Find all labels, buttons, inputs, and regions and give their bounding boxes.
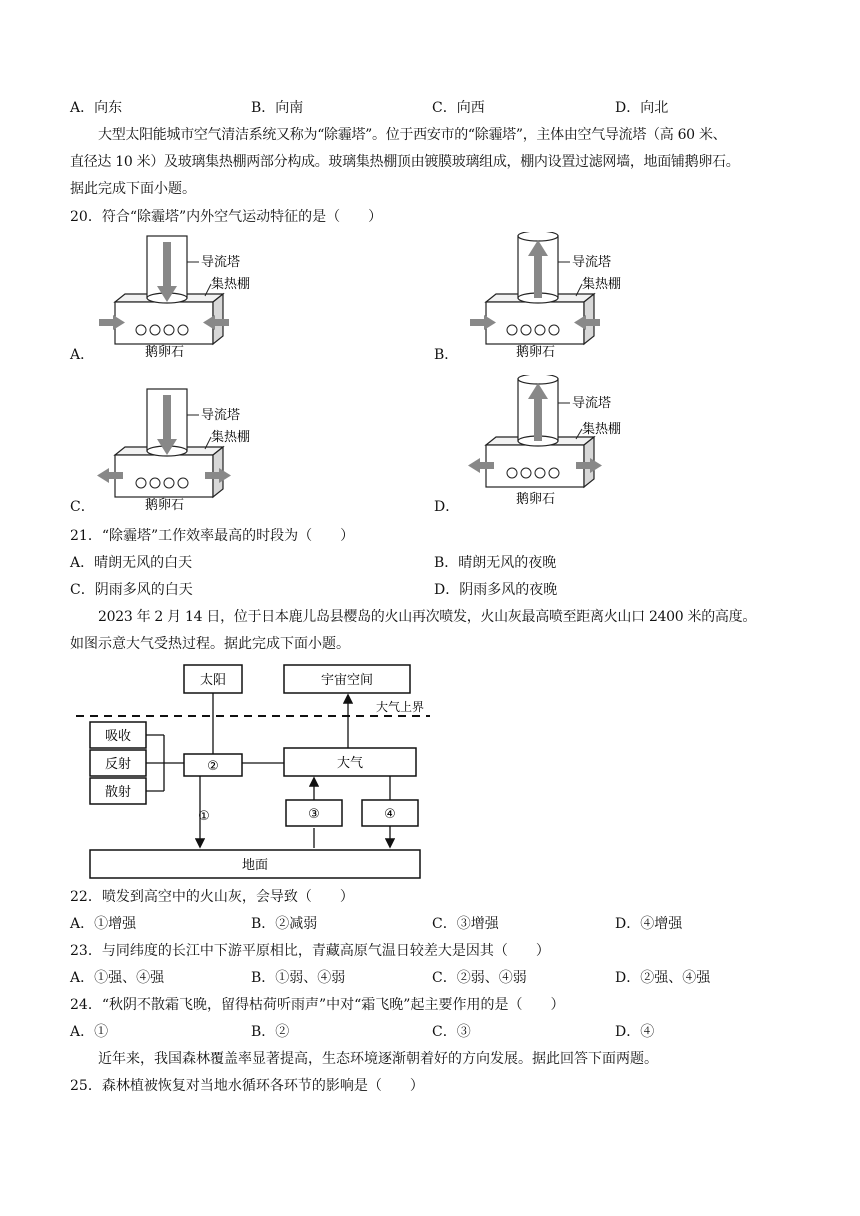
- fig-a-tower-label: 导流塔: [201, 255, 241, 270]
- q24-option-a: A．①: [70, 1024, 109, 1040]
- q19-option-d: D．向北: [615, 100, 669, 116]
- reflect-label: 反射: [104, 757, 132, 772]
- passage2-line2: 如图示意大气受热过程。据此完成下面小题。: [70, 636, 350, 652]
- q19-option-b: B．向南: [251, 100, 304, 116]
- q20-figure-d: [466, 375, 636, 510]
- q21-option-a: A．晴朗无风的白天: [70, 555, 193, 571]
- n3-label: ③: [308, 807, 320, 822]
- q20-label-b: B．: [434, 347, 459, 363]
- q23-option-c: C．②弱、④弱: [432, 970, 527, 986]
- q20-label-a: A．: [70, 347, 95, 363]
- space-label: 宇宙空间: [320, 673, 374, 688]
- scatter-label: 散射: [104, 785, 132, 800]
- q24-option-c: C．③: [432, 1024, 471, 1040]
- fig-d-stones-label: 鹅卵石: [516, 492, 556, 507]
- atmosphere-label: 大气: [336, 756, 364, 771]
- q22-stem: 22．喷发到高空中的火山灰，会导致（ ）: [70, 889, 354, 905]
- fig-b-tower-label: 导流塔: [572, 255, 612, 270]
- q20-label-d: D．: [434, 499, 460, 515]
- ground-label: 地面: [241, 858, 269, 873]
- q22-option-b: B．②减弱: [251, 916, 318, 932]
- q20-label-c: C．: [70, 499, 95, 515]
- q20-figure-a: [95, 232, 265, 362]
- passage3-line1: 近年来，我国森林覆盖率显著提高，生态环境逐渐朝着好的方向发展。据此回答下面两题。: [98, 1051, 658, 1067]
- q24-stem: 24．“秋阴不散霜飞晚，留得枯荷听雨声”中对“霜飞晚”起主要作用的是（ ）: [70, 997, 565, 1013]
- q20-figure-b: [466, 232, 636, 362]
- n2-label: ②: [207, 759, 219, 774]
- q23-option-b: B．①弱、④弱: [251, 970, 346, 986]
- atmosphere-heating-diagram: [70, 660, 440, 882]
- q19-option-c: C．向西: [432, 100, 485, 116]
- fig-c-stones-label: 鹅卵石: [145, 498, 185, 513]
- q22-option-c: C．③增强: [432, 916, 499, 932]
- n4-label: ④: [384, 807, 396, 822]
- q23-stem: 23．与同纬度的长江中下游平原相比，青藏高原气温日较差大是因其（ ）: [70, 943, 550, 959]
- fig-a-stones-label: 鹅卵石: [145, 345, 185, 360]
- passage1-line3: 据此完成下面小题。: [70, 181, 196, 197]
- q23-option-a: A．①强、④强: [70, 970, 165, 986]
- q20-stem: 20．符合“除霾塔”内外空气运动特征的是（ ）: [70, 209, 383, 225]
- q23-option-d: D．②强、④强: [615, 970, 711, 986]
- fig-d-shed-label: 集热棚: [582, 422, 622, 437]
- fig-c-shed-label: 集热棚: [211, 430, 251, 445]
- q20-figure-c: [95, 385, 265, 515]
- q24-option-d: D．④: [615, 1024, 655, 1040]
- q21-stem: 21．“除霾塔”工作效率最高的时段为（ ）: [70, 528, 355, 544]
- fig-d-tower-label: 导流塔: [572, 396, 612, 411]
- q19-option-a: A．向东: [70, 100, 123, 116]
- q21-option-b: B．晴朗无风的夜晚: [434, 555, 557, 571]
- passage1-line2: 直径达 10 米）及玻璃集热棚两部分构成。玻璃集热棚顶由镀膜玻璃组成，棚内设置过滤网墙，地面铺鹅卵石。: [70, 154, 740, 170]
- absorb-label: 吸收: [104, 729, 132, 744]
- upper-boundary-label: 大气上界: [376, 700, 425, 714]
- q22-option-d: D．④增强: [615, 916, 683, 932]
- fig-a-shed-label: 集热棚: [211, 277, 251, 292]
- q22-option-a: A．①增强: [70, 916, 137, 932]
- fig-b-shed-label: 集热棚: [582, 277, 622, 292]
- fig-b-stones-label: 鹅卵石: [516, 345, 556, 360]
- sun-label: 太阳: [199, 673, 227, 688]
- q25-stem: 25．森林植被恢复对当地水循环各环节的影响是（ ）: [70, 1078, 424, 1094]
- q21-option-d: D．阴雨多风的夜晚: [434, 582, 558, 598]
- q24-option-b: B．②: [251, 1024, 290, 1040]
- q21-option-c: C．阴雨多风的白天: [70, 582, 193, 598]
- passage1-line1: 大型太阳能城市空气清洁系统又称为“除霾塔”。位于西安市的“除霾塔”，主体由空气导流塔（高 60 米、: [98, 127, 727, 143]
- fig-c-tower-label: 导流塔: [201, 408, 241, 423]
- n1-label: ①: [198, 809, 210, 824]
- passage2-line1: 2023 年 2 月 14 日，位于日本鹿儿岛县樱岛的火山再次喷发，火山灰最高喷至距离火山口 2400 米的高度。: [98, 609, 757, 625]
